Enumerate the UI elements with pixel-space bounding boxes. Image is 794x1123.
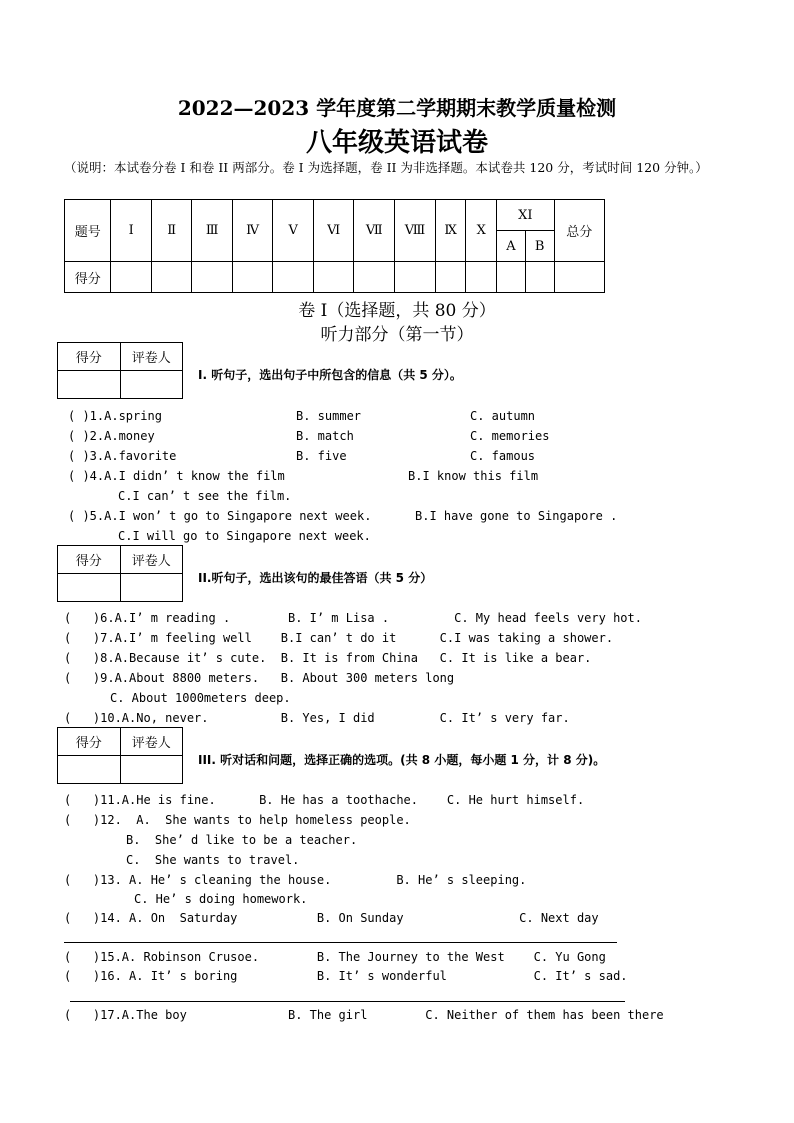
q16: ( )16. A. It’ s boring B. It’ s wonderful C. It’ s sad. xyxy=(64,969,628,983)
score-table-col-2: Ⅱ xyxy=(151,200,191,262)
grader-box-cell xyxy=(58,574,121,602)
score-cell xyxy=(151,262,191,293)
q9-c: C. About 1000meters deep. xyxy=(110,691,291,705)
q10: ( )10.A.No, never. B. Yes, I did C. It’ s very far. xyxy=(64,711,570,725)
grader-box-1 xyxy=(57,342,183,399)
q13: ( )13. A. He’ s cleaning the house. B. He’ s sleeping. xyxy=(64,873,527,887)
part-heading: 听力部分（第一节） xyxy=(320,325,474,345)
grader-box-cell xyxy=(120,574,183,602)
score-cell xyxy=(525,262,554,293)
q15: ( )15.A. Robinson Crusoe. B. The Journey to the West C. Yu Gong xyxy=(64,950,606,964)
score-cell xyxy=(554,262,605,293)
q1-b: B. summer xyxy=(296,409,362,423)
divider-line xyxy=(64,942,617,943)
q1-a: ( )1.A.spring xyxy=(68,409,162,423)
grader-box-cell xyxy=(120,371,183,399)
exam-title-line1: 2022—2023 学年度第二学期期末教学质量检测 xyxy=(177,96,617,120)
q9: ( )9.A.About 8800 meters. B. About 300 meters long xyxy=(64,671,455,685)
q2-a: ( )2.A.money xyxy=(68,429,155,443)
score-table-col-5: V xyxy=(273,200,313,262)
score-cell xyxy=(435,262,466,293)
q5-c: C.I will go to Singapore next week. xyxy=(118,529,371,543)
q2-b: B. match xyxy=(296,429,354,443)
q1-c: C. autumn xyxy=(470,409,536,423)
grader-box-3 xyxy=(57,727,183,784)
score-table-col-3: Ⅲ xyxy=(192,200,233,262)
score-cell xyxy=(354,262,395,293)
score-table-col-6: Ⅵ xyxy=(313,200,354,262)
grader-box-cell xyxy=(58,756,121,784)
q4-a: ( )4.A.I didn’ t know the film xyxy=(68,469,285,483)
divider-line xyxy=(70,1001,625,1002)
score-cell xyxy=(192,262,233,293)
score-table-row1-label: 题号 xyxy=(65,200,111,262)
exam-note: （说明：本试卷分卷 I 和卷 II 两部分。卷 I 为选择题，卷 II 为非选择题。本试卷共 120 分，考试时间 120 分钟。） xyxy=(64,160,708,175)
score-table-col-4: Ⅳ xyxy=(232,200,273,262)
grader-box-score-label: 得分 xyxy=(58,728,121,756)
q8: ( )8.A.Because it’ s cute. B. It is from China C. It is like a bear. xyxy=(64,651,592,665)
q6: ( )6.A.I’ m reading . B. I’ m Lisa . C. My head feels very hot. xyxy=(64,611,642,625)
q5-a: ( )5.A.I won’ t go to Singapore next week. xyxy=(68,509,372,523)
score-table-col-11a: A xyxy=(497,231,526,262)
part3-instruction: III. 听对话和问题，选择正确的选项。(共 8 小题，每小题 1 分，计 8 分)。 xyxy=(198,753,606,767)
score-cell xyxy=(313,262,354,293)
score-table-col-8: Ⅷ xyxy=(395,200,436,262)
score-table-col-10: X xyxy=(466,200,497,262)
q4-c: C.I can’ t see the film. xyxy=(118,489,292,503)
grader-box-cell xyxy=(58,371,121,399)
q13-c: C. He’ s doing homework. xyxy=(134,892,308,906)
score-cell xyxy=(232,262,273,293)
score-table-col-9: Ⅸ xyxy=(435,200,466,262)
grader-box-score-label: 得分 xyxy=(58,546,121,574)
score-cell xyxy=(497,262,526,293)
grader-box-cell xyxy=(120,756,183,784)
score-table-col-1: I xyxy=(111,200,151,262)
grader-box-score-label: 得分 xyxy=(58,343,121,371)
q4-b: B.I know this film xyxy=(408,469,539,483)
volume-heading: 卷 I（选择题，共 80 分） xyxy=(298,301,496,321)
q7: ( )7.A.I’ m feeling well B.I can’ t do it C.I was taking a shower. xyxy=(64,631,614,645)
q5-b: B.I have gone to Singapore . xyxy=(415,509,618,523)
part2-instruction: II.听句子，选出该句的最佳答语（共 5 分） xyxy=(198,571,433,585)
q3-a: ( )3.A.favorite xyxy=(68,449,177,463)
score-cell xyxy=(395,262,436,293)
grader-box-2 xyxy=(57,545,183,602)
part1-instruction: I. 听句子，选出句子中所包含的信息（共 5 分）。 xyxy=(198,368,462,382)
score-table-row2-label: 得分 xyxy=(65,262,111,293)
q12-b: B. She’ d like to be a teacher. xyxy=(126,833,358,847)
q17: ( )17.A.The boy B. The girl C. Neither of them has been there xyxy=(64,1008,664,1022)
q3-b: B. five xyxy=(296,449,347,463)
q12: ( )12. A. She wants to help homeless people. xyxy=(64,813,411,827)
exam-title-line2: 八年级英语试卷 xyxy=(305,128,488,158)
q2-c: C. memories xyxy=(470,429,550,443)
score-table-col-11: XI xyxy=(497,200,554,231)
score-table-col-11b: B xyxy=(525,231,554,262)
q3-c: C. famous xyxy=(470,449,536,463)
grader-box-grader-label: 评卷人 xyxy=(120,546,183,574)
score-table xyxy=(64,199,605,293)
score-cell xyxy=(466,262,497,293)
score-table-total: 总分 xyxy=(554,200,605,262)
q12-c: C. She wants to travel. xyxy=(126,853,300,867)
q14: ( )14. A. On Saturday B. On Sunday C. Next day xyxy=(64,911,599,925)
grader-box-grader-label: 评卷人 xyxy=(120,343,183,371)
grader-box-grader-label: 评卷人 xyxy=(120,728,183,756)
q11: ( )11.A.He is fine. B. He has a toothache. C. He hurt himself. xyxy=(64,793,585,807)
score-cell xyxy=(111,262,151,293)
score-table-col-7: Ⅶ xyxy=(354,200,395,262)
score-cell xyxy=(273,262,313,293)
